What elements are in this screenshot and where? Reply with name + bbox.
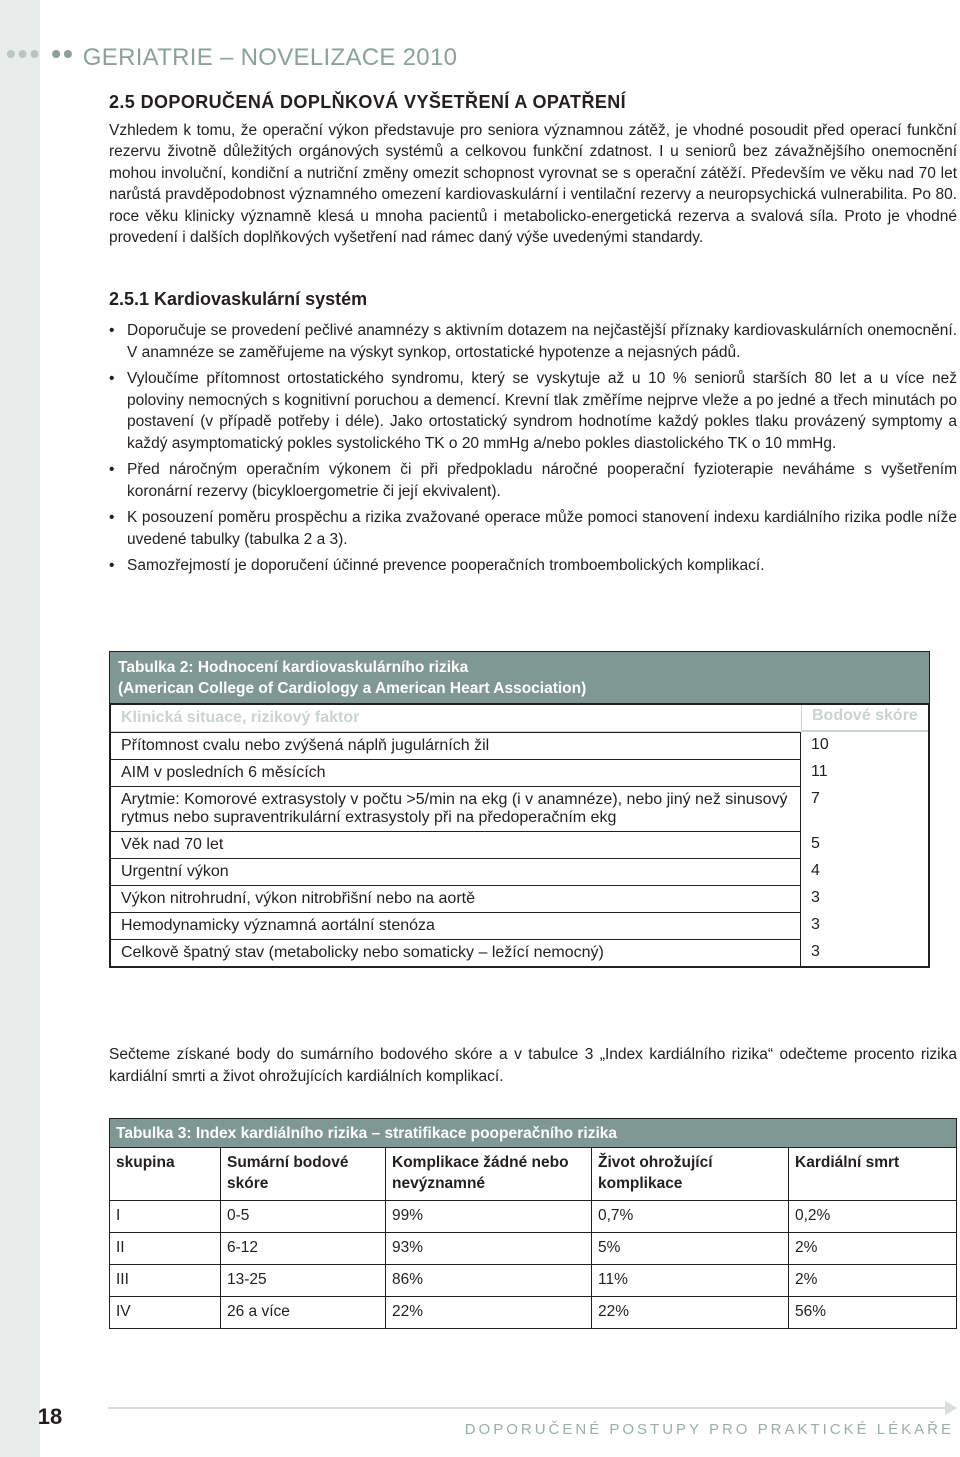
- header-score: Sumární bodové skóre: [221, 1148, 386, 1201]
- cell-factor: Přítomnost cvalu nebo zvýšená náplň jugulárních žil: [111, 732, 801, 759]
- cell: II: [110, 1233, 221, 1265]
- list-item: • Doporučuje se provedení pečlivé anamnézy s aktivním dotazem na nejčastější příznaky kardiovaskulárních onemocnění. V anamnéze se zaměřujeme na výskyt synkop, ortostatické hypotenze a nejasných pádů.: [109, 320, 957, 363]
- cell: 56%: [789, 1297, 957, 1329]
- cell: III: [110, 1265, 221, 1297]
- cell: 0,7%: [592, 1201, 789, 1233]
- header-factor: Klinická situace, rizikový faktor: [121, 709, 360, 726]
- table-header-row: [110, 1148, 957, 1201]
- main-content: [109, 92, 957, 582]
- table-caption-row: [110, 1119, 957, 1148]
- table-row: [111, 786, 928, 831]
- running-head-title: GERIATRIE – NOVELIZACE 2010: [82, 44, 458, 71]
- table-header-row: [111, 705, 928, 732]
- cell-score: 11: [811, 763, 828, 780]
- header-minor: Komplikace žádné nebo nevýznamné: [386, 1148, 592, 1201]
- cell: 99%: [386, 1201, 592, 1233]
- section-paragraph: Vzhledem k tomu, že operační výkon představuje pro seniora významnou zátěž, je vhodné posoudit před operací funkční rezervu životně důležitých orgánových systémů a celkovou funkční zdatnost. I u seniorů bez závažnějšího onemocnění mohou involuční, kondiční a nutriční změny omezit schopnost vyrovnat se s operační zátěží. Především ve věku nad 70 let narůstá pravděpodobnost významného omezení kardiovaskulární i ventilační rezervy a neuropsychická vulnerabilita. Po 80. roce věku klinicky významně klesá u mnoha pacientů i metabolicko-energetická rezerva a svalová síla. Proto je vhodné provedení i dalších doplňkových vyšetření nad rámec daný výše uvedenými standardy.: [109, 121, 957, 246]
- table-row: [111, 831, 928, 858]
- table-row: [110, 1233, 957, 1265]
- cell: 11%: [592, 1265, 789, 1297]
- cell-factor: Urgentní výkon: [111, 858, 801, 885]
- cell: 6-12: [221, 1233, 386, 1265]
- table-caption: Tabulka 3: Index kardiálního rizika – stratifikace pooperačního rizika: [110, 1119, 957, 1148]
- table3-grid: [109, 1118, 957, 1329]
- decorative-dots: ••• ••: [6, 38, 75, 69]
- table-caption: [109, 651, 930, 703]
- cell: 5%: [592, 1233, 789, 1265]
- cell: 2%: [789, 1265, 957, 1297]
- list-item: • Samozřejmostí je doporučení účinné prevence pooperačních tromboembolických komplikací.: [109, 555, 957, 577]
- header-score: Bodové skóre: [801, 705, 928, 731]
- cell-factor: AIM v posledních 6 měsících: [111, 759, 801, 786]
- cell-factor: Věk nad 70 let: [111, 831, 801, 858]
- cell-score: 3: [811, 916, 820, 933]
- table-row: [111, 759, 928, 786]
- footer-rule: [108, 1407, 956, 1409]
- table-row: [111, 885, 928, 912]
- bullet-list: [109, 320, 957, 577]
- page-number: 18: [37, 1404, 63, 1429]
- table-cardiac-index: [109, 1118, 957, 1329]
- subsection-title: 2.5.1 Kardiovaskulární systém: [109, 288, 368, 309]
- cell-factor: Arytmie: Komorové extrasystoly v počtu >5/min na ekg (i v anamnéze), nebo jiný než sinusový rytmus nebo supraventrikulární extrasystoly při na předoperačním ekg: [111, 786, 801, 831]
- footer-arrow-icon: [945, 1401, 957, 1415]
- cell: 0-5: [221, 1201, 386, 1233]
- table-caption-line2: (American College of Cardiology a American Heart Association): [118, 680, 587, 697]
- footer-title: DOPORUČENÉ POSTUPY PRO PRAKTICKÉ LÉKAŘE: [464, 1421, 954, 1438]
- cell: IV: [110, 1297, 221, 1329]
- list-item: • K posouzení poměru prospěchu a rizika zvažované operace může pomoci stanovení indexu kardiálního rizika podle níže uvedené tabulky (tabulka 2 a 3).: [109, 507, 957, 550]
- cell-score: 10: [811, 736, 829, 753]
- table-row: [110, 1201, 957, 1233]
- cell-factor: Výkon nitrohrudní, výkon nitrobřišní nebo na aortě: [111, 885, 801, 912]
- header-life-threatening: Život ohrožující komplikace: [592, 1148, 789, 1201]
- explanatory-paragraph: Sečteme získané body do sumárního bodového skóre a v tabulce 3 „Index kardiálního rizika“ odečteme procento rizika kardiální smrti a život ohrožujících kardiálních komplikací.: [109, 1046, 957, 1085]
- list-item: • Před náročným operačním výkonem či při předpokladu náročné pooperační fyzioterapie neváháme s vyšetřením koronární rezervy (bicykloergometrie či její ekvivalent).: [109, 459, 957, 502]
- table-row: [111, 912, 928, 939]
- table-row: [110, 1297, 957, 1329]
- cell-factor: Hemodynamicky významná aortální stenóza: [111, 912, 801, 939]
- section-title: 2.5 DOPORUČENÁ DOPLŇKOVÁ VYŠETŘENÍ A OPATŘENÍ: [109, 92, 627, 112]
- table-row: [110, 1265, 957, 1297]
- cell-score: 5: [811, 835, 820, 852]
- cell: 86%: [386, 1265, 592, 1297]
- page-sidebar: [0, 0, 40, 1457]
- table-row: [111, 939, 928, 966]
- cell: 26 a více: [221, 1297, 386, 1329]
- cell: I: [110, 1201, 221, 1233]
- cell: 93%: [386, 1233, 592, 1265]
- table-body: [109, 703, 930, 968]
- table-row: [111, 858, 928, 885]
- table-caption-line1: Tabulka 2: Hodnocení kardiovaskulárního rizika: [118, 659, 469, 676]
- header-death: Kardiální smrt: [789, 1148, 957, 1201]
- running-head: [0, 38, 700, 78]
- cell-score: 4: [811, 862, 820, 879]
- cell: 13-25: [221, 1265, 386, 1297]
- cell: 22%: [592, 1297, 789, 1329]
- cell-score: 7: [811, 790, 820, 807]
- table-cardio-risk: [109, 651, 930, 968]
- cell-factor: Celkově špatný stav (metabolicky nebo somaticky – ležící nemocný): [111, 939, 801, 966]
- cell: 22%: [386, 1297, 592, 1329]
- header-group: skupina: [110, 1148, 221, 1201]
- cell: 2%: [789, 1233, 957, 1265]
- table-row: [111, 732, 928, 759]
- cell: 0,2%: [789, 1201, 957, 1233]
- cell-score: 3: [811, 889, 820, 906]
- cell-score: 3: [811, 943, 820, 960]
- list-item: • Vyloučíme přítomnost ortostatického syndromu, který se vyskytuje až u 10 % seniorů starších 80 let a u více než poloviny nemocných s kognitivní poruchou a demencí. Krevní tlak změříme nejprve vleže a po jedné a třech minutách po postavení (v případě potřeby i déle). Jako ortostatický syndrom hodnotíme každý pokles tlaku provázený symptomy a každý asymptomatický pokles systolického TK o 20 mmHg a/nebo pokles diastolického TK o 10 mmHg.: [109, 368, 957, 454]
